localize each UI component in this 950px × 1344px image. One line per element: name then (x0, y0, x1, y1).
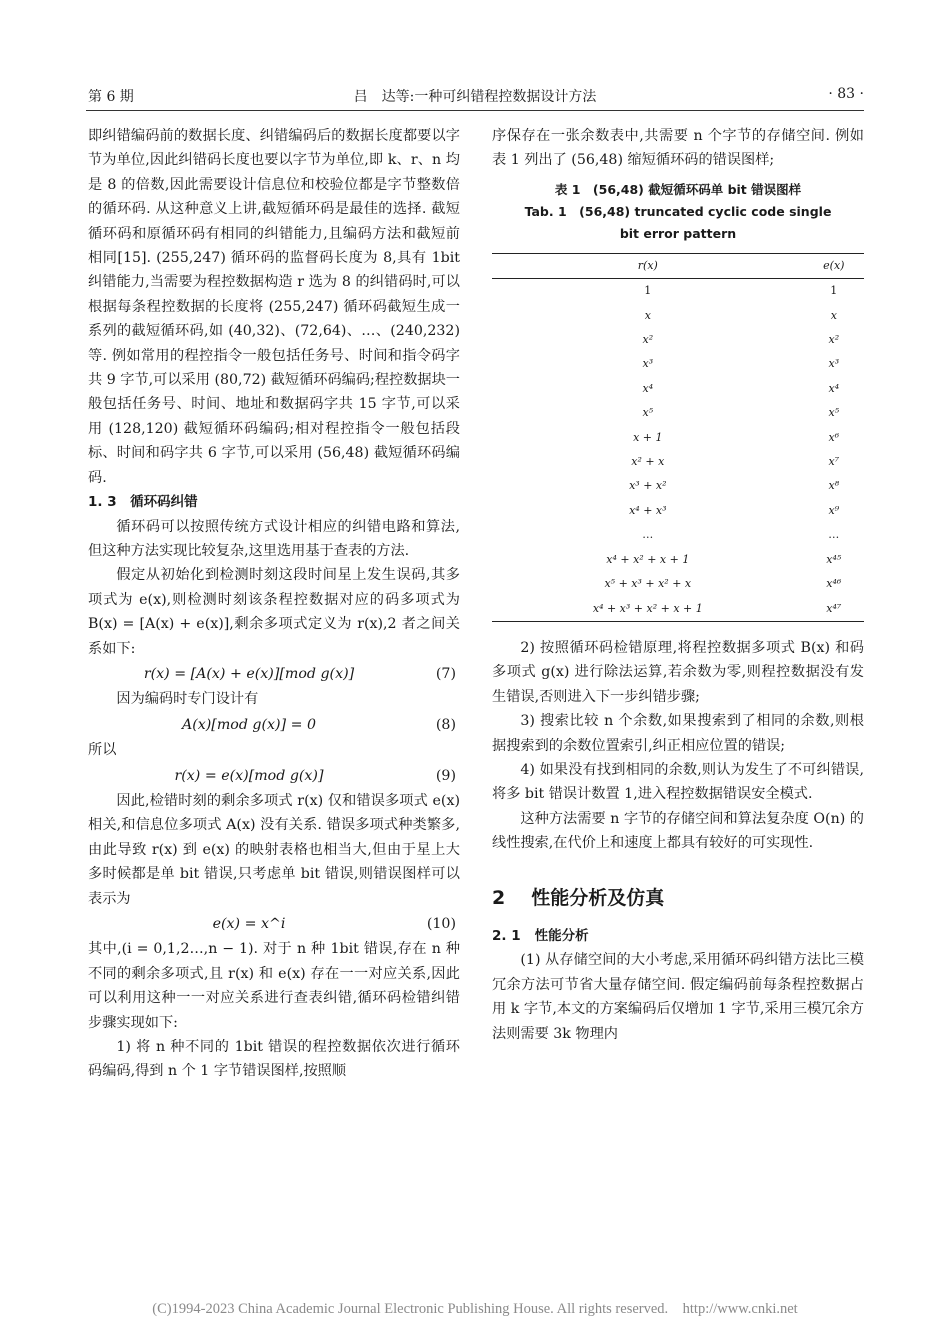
table-row (492, 328, 864, 352)
error-pattern-cell: x⁷ (828, 455, 840, 469)
equation-expression: r(x) = [A(x) + e(x)][mod g(x)] (143, 665, 355, 682)
remainder-cell: x (644, 308, 651, 322)
error-pattern-cell: x⁴ (828, 381, 840, 395)
table-row (492, 499, 864, 523)
table-body (492, 279, 864, 622)
paragraph: 其中,(i = 0,1,2…,n − 1). 对于 n 种 1bit 错误,存在 n 种不同的剩余多项式,且 r(x) 和 e(x) 存在一一对应关系,因此可以利用这种一一对应关系进行查表纠错,循环码检错纠错步骤实现如下: (88, 941, 460, 1031)
section-number: 2. 1 (492, 927, 521, 944)
paragraph: 假定从初始化到检测时刻这段时间星上发生误码,其多项式为 e(x),则检测时刻该条程控数据对应的码多项式为 B(x) = [A(x) + e(x)],剩余多项式定义为 r(x),2 者之间关系如下: (88, 567, 460, 657)
remainder-cell: x² (642, 333, 654, 347)
remainder-cell: … (642, 528, 654, 542)
equation-9 (88, 764, 460, 788)
paragraph: 所以 (88, 742, 117, 759)
table-row (492, 572, 864, 596)
remainder-cell: x⁴ + x³ + x² + x + 1 (592, 601, 703, 615)
header-page-number: · 83 · (828, 86, 864, 102)
equation-10 (88, 912, 460, 936)
header-rule (86, 110, 864, 111)
table-row (492, 304, 864, 328)
table-header-cell: e(x) (823, 258, 845, 272)
paragraph: 2) 按照循环码检错原理,将程控数据多项式 B(x) 和码多项式 g(x) 进行除法运算,若余数为零,则程控数据没有发生错误,否则进入下一步纠错步骤; (492, 639, 864, 705)
section-number: 2 (492, 886, 506, 909)
paragraph: 这种方法需要 n 字节的存储空间和算法复杂度 O(n) 的线性搜索,在代价上和速度上都具有较好的可实现性. (492, 810, 864, 852)
table-caption-en: bit error pattern (619, 225, 737, 241)
error-pattern-cell: x³ (828, 357, 840, 371)
paragraph: 即纠错编码前的数据长度、纠错编码后的数据长度都要以字节为单位,因此纠错码长度也要以字节为单位,即 k、r、n 均是 8 的倍数,因此需要设计信息位和校验位都是字节整数倍的循环码. 从这种意义上讲,截短循环码是最佳的选择. 截短循环码和原循环码有相同的纠错能力,且编码方法和截短前相同[15]. (255,247) 循环码的监督码长度为 8,具有 1bit 纠错能力,当需要为程控数据构造 r 选为 8 的纠错码时,可以根据每条程控数据的长度将 (255,247) 循环码截短生成一系列的截短循环码,如 (40,32)、(72,64)、…、(240,232) 等. 例如常用的程控指令一般包括任务号、时间和指令码字共 9 字节,可以采用 (80,72) 截短循环码编码;程控数据块一般包括任务号、时间、地址和数据码字共 15 字节,可以采用 (128,120) 截短循环码编码;相对程控指令一般包括段标、时间和码字共 6 字节,可以采用 (56,48) 截短循环码编码. (88, 128, 460, 486)
paragraph: 3) 搜索比较 n 个余数,如果搜索到了相同的余数,则根据搜索到的余数位置索引,纠正相应位置的错误; (492, 713, 864, 754)
table-row (492, 548, 864, 572)
paragraph: 因为编码时专门设计有 (116, 691, 259, 708)
remainder-cell: x + 1 (633, 430, 663, 444)
error-pattern-cell: x² (828, 333, 840, 347)
error-pattern-cell: x⁴⁵ (826, 552, 842, 566)
equation-number: (8) (435, 716, 456, 733)
section-title: 性能分析 (534, 927, 589, 944)
table-caption-en: Tab. 1 (56,48) truncated cyclic code single (524, 203, 832, 219)
equation-number: (9) (435, 767, 456, 784)
table-row (492, 523, 864, 547)
table-row (492, 401, 864, 425)
error-pattern-cell: x⁹ (828, 503, 840, 517)
remainder-cell: x⁴ + x² + x + 1 (606, 552, 690, 566)
table-row (492, 426, 864, 450)
error-pattern-cell: x⁸ (828, 479, 840, 493)
equation-number: (7) (435, 665, 456, 682)
error-pattern-cell: x⁴⁶ (826, 577, 842, 591)
remainder-cell: x⁴ (642, 381, 654, 395)
section-title: 性能分析及仿真 (531, 886, 665, 909)
section-heading-2-1 (492, 924, 864, 948)
table-header-row (492, 253, 864, 278)
paragraph: 因此,检错时刻的剩余多项式 r(x) 仅和错误多项式 e(x) 相关,和信息位多项式 A(x) 没有关系. 错误多项式种类繁多,由此导致 r(x) 到 e(x) 的映射表格也相当大,但由于星上大多时候都是单 bit 错误,只考虑单 bit 错误,则错误图样可以表示为 (88, 792, 460, 907)
table-row (492, 450, 864, 474)
table-row (492, 474, 864, 498)
remainder-cell: x² + x (631, 455, 665, 469)
section-number: 1. 3 (88, 494, 117, 511)
equation-number: (10) (426, 915, 456, 932)
remainder-cell: x³ + x² (629, 479, 667, 493)
left-column (88, 124, 460, 1084)
table-row (492, 597, 864, 622)
error-pattern-cell: x⁴⁷ (826, 601, 842, 615)
equation-expression: A(x)[mod g(x)] = 0 (181, 716, 317, 733)
remainder-cell: x⁵ + x³ + x² + x (604, 577, 692, 591)
equation-expression: e(x) = x^i (212, 915, 286, 932)
header-title: 吕 达等:一种可纠错程控数据设计方法 (353, 89, 597, 105)
header-issue: 第 6 期 (88, 89, 134, 105)
error-pattern-cell: x (830, 308, 837, 322)
paragraph: 1) 将 n 种不同的 1bit 错误的程控数据依次进行循环码编码,得到 n 个 1 字节错误图样,按照顺 (88, 1038, 460, 1080)
equation-expression: r(x) = e(x)[mod g(x)] (174, 767, 324, 784)
right-column (492, 124, 864, 1046)
error-pattern-cell: … (828, 528, 840, 542)
paragraph: (1) 从存储空间的大小考虑,采用循环码纠错方法比三模冗余方法可节省大量存储空间. 假定编码前每条程控数据占用 k 字节,本文的方案编码后仅增加 1 字节,采用三模冗余方法则需要 3k 物理内 (492, 952, 864, 1042)
remainder-cell: x⁵ (642, 406, 654, 420)
section-heading-2 (492, 886, 864, 910)
equation-7 (88, 662, 460, 686)
error-pattern-cell: x⁵ (828, 406, 840, 420)
table-row (492, 279, 864, 304)
error-pattern-cell: x⁶ (828, 430, 840, 444)
paragraph: 序保存在一张余数表中,共需要 n 个字节的存储空间. 例如表 1 列出了 (56,48) 缩短循环码的错误图样; (492, 128, 864, 169)
remainder-cell: 1 (644, 284, 652, 298)
remainder-cell: x³ (642, 357, 654, 371)
table-row (492, 352, 864, 376)
copyright-footer: (C)1994-2023 China Academic Journal Electronic Publishing House. All rights reserved. http://www.cnki.net (152, 1301, 798, 1317)
error-pattern-cell: 1 (830, 284, 838, 298)
error-pattern-table (492, 253, 864, 622)
section-heading-1-3 (88, 490, 460, 514)
table-header-cell: r(x) (637, 258, 658, 272)
remainder-cell: x⁴ + x³ (629, 503, 667, 517)
table-caption-cn: 表 1 (56,48) 截短循环码单 bit 错误图样 (554, 181, 802, 197)
paragraph: 4) 如果没有找到相同的余数,则认为发生了不可纠错误,将多 bit 错误计数置 1,进入程控数据错误安全模式. (492, 761, 864, 803)
section-title: 循环码纠错 (130, 494, 198, 511)
table-row (492, 377, 864, 401)
paragraph: 循环码可以按照传统方式设计相应的纠错电路和算法,但这种方法实现比较复杂,这里选用基于查表的方法. (88, 518, 460, 559)
equation-8 (88, 713, 460, 737)
